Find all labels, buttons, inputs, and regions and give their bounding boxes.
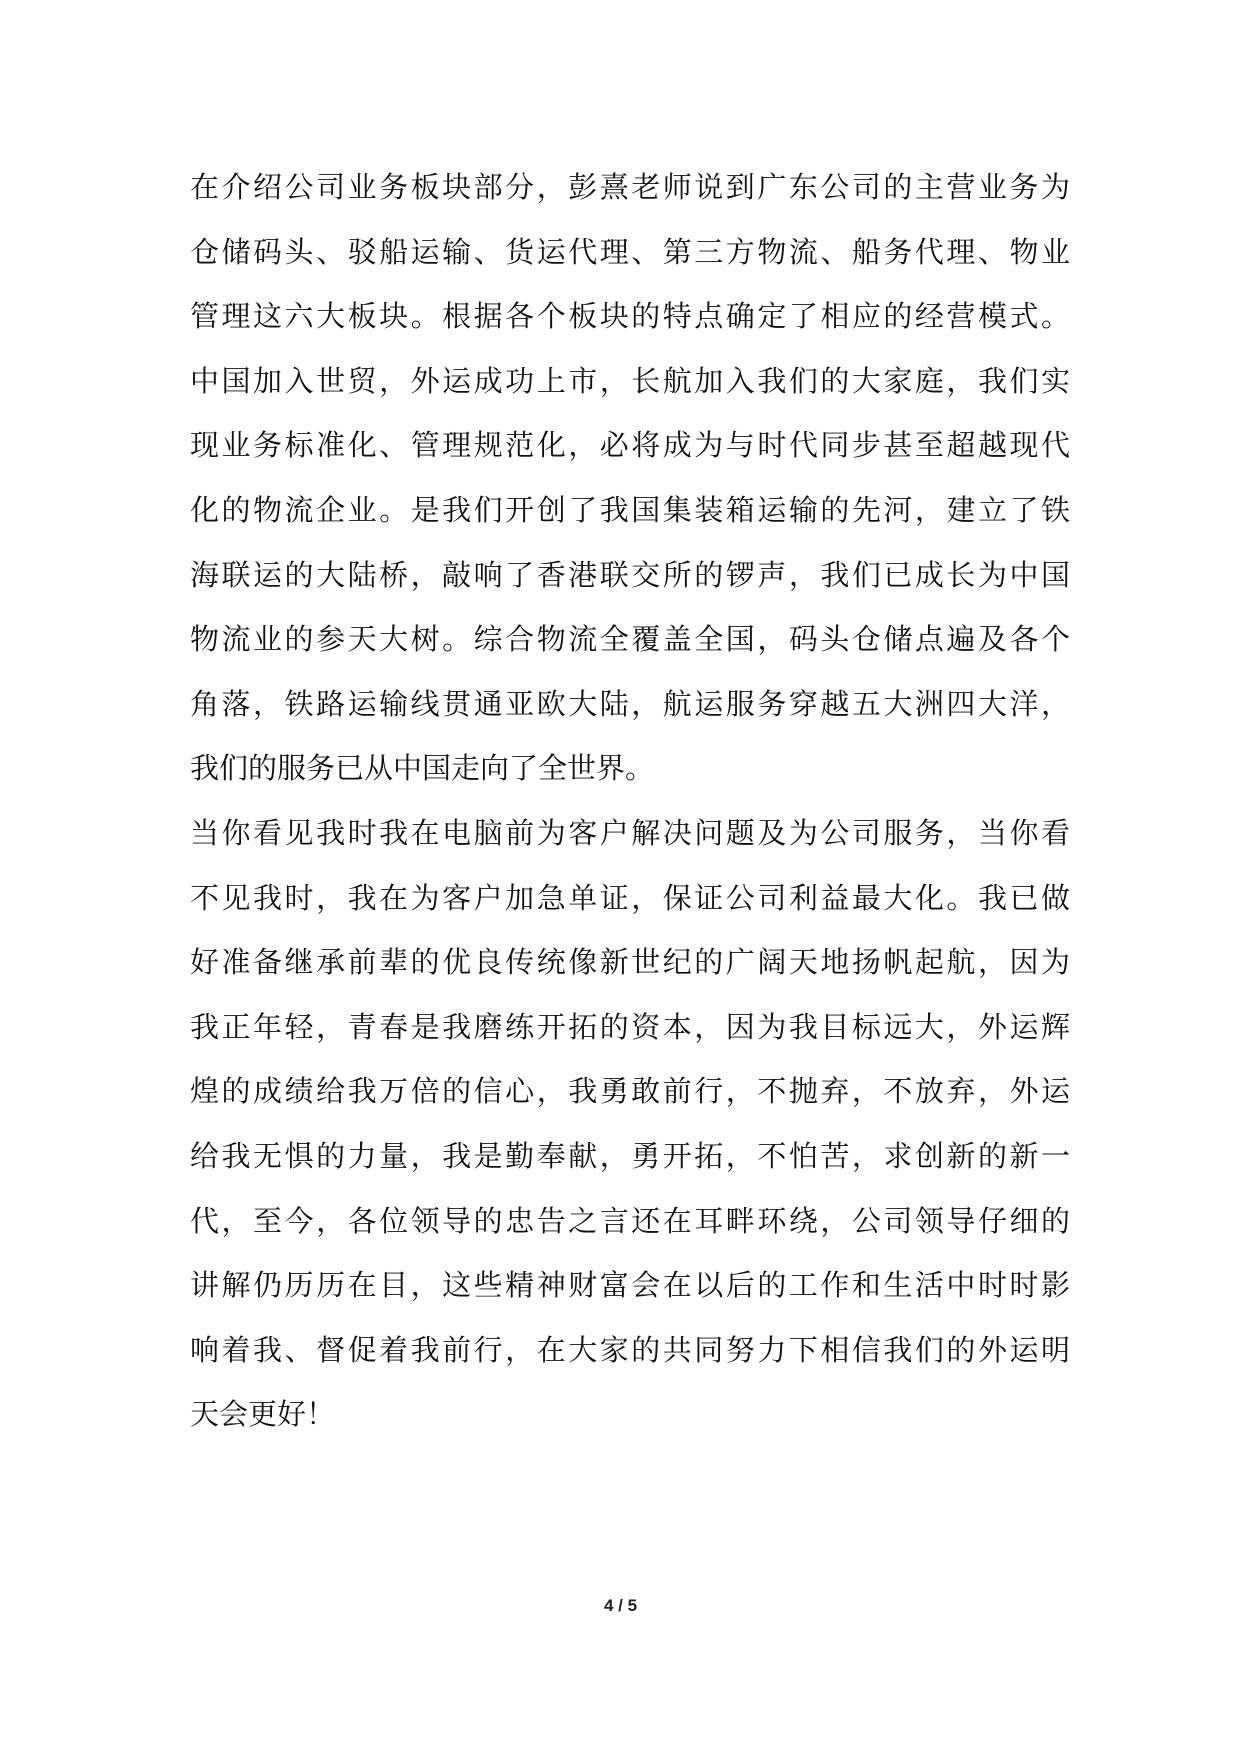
text-line: 代，至今，各位领导的忠告之言还在耳畔环绕，公司领导仔细的 [190,1203,1070,1238]
paragraph-company-development [190,349,1070,801]
text-line: 我正年轻，青春是我磨练开拓的资本，因为我目标远大，外运辉 [190,1009,1070,1044]
text-line: 在介绍公司业务板块部分，彭熹老师说到广东公司的主营业务为 [190,170,1070,204]
text-line: 讲解仍历历在目，这些精神财富会在以后的工作和生活中时时影 [190,1268,1070,1303]
text-line: 中国加入世贸，外运成功上市，长航加入我们的大家庭，我们实 [190,363,1070,398]
document-body [190,155,1070,1447]
text-line: 不见我时，我在为客户加急单证，保证公司利益最大化。我已做 [190,880,1070,915]
paragraph-personal-commitment [190,801,1070,1447]
page-number: 4 / 5 [603,1596,638,1615]
text-line: 物流业的参天大树。综合物流全覆盖全国，码头仓储点遍及各个 [190,622,1070,657]
text-line: 化的物流企业。是我们开创了我国集装箱运输的先河，建立了铁 [190,492,1070,527]
text-line: 现业务标准化、管理规范化，必将成为与时代同步甚至超越现代 [190,428,1070,463]
text-line: 海联运的大陆桥，敲响了香港联交所的锣声，我们已成长为中国 [190,557,1070,592]
text-line: 当你看见我时我在电脑前为客户解决问题及为公司服务，当你看 [190,815,1070,850]
paragraph-business-segments [190,155,1070,349]
text-line: 天会更好！ [190,1397,336,1432]
text-line: 我们的服务已从中国走向了全世界。 [190,751,655,786]
text-line: 煌的成绩给我万倍的信心，我勇敢前行，不抛弃，不放弃，外运 [190,1074,1070,1109]
text-line: 好准备继承前辈的优良传统像新世纪的广阔天地扬帆起航，因为 [190,945,1070,980]
text-line: 管理这六大板块。根据各个板块的特点确定了相应的经营模式。 [190,299,1070,334]
text-line: 给我无惧的力量，我是勤奉献，勇开拓，不怕苦，求创新的新一 [190,1138,1070,1173]
text-line: 角落，铁路运输线贯通亚欧大陆，航运服务穿越五大洲四大洋， [190,686,1070,721]
text-line: 仓储码头、驳船运输、货运代理、第三方物流、船务代理、物业 [190,234,1070,269]
text-line: 响着我、督促着我前行，在大家的共同努力下相信我们的外运明 [190,1332,1070,1367]
